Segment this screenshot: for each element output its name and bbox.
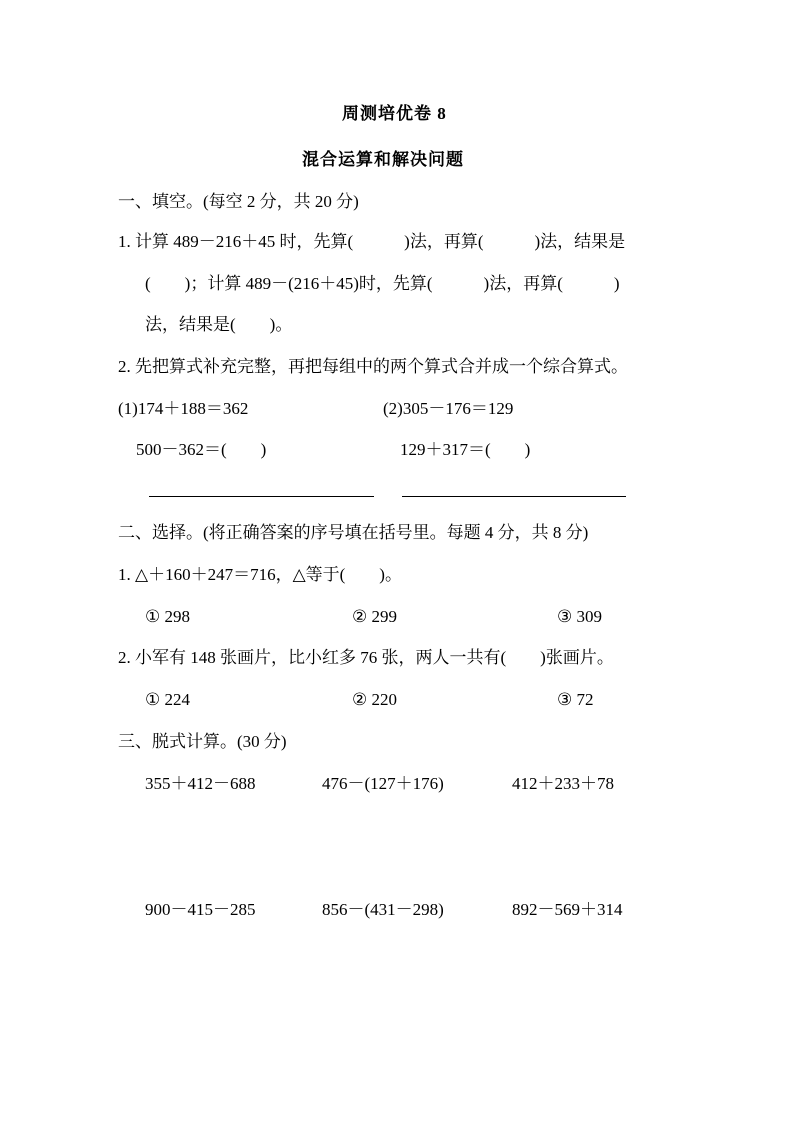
choice-question-2: 2. 小军有 148 张画片，比小红多 76 张，两人一共有( )张画片。 <box>118 648 614 667</box>
choice-2-option-a: ① 224 <box>145 690 190 709</box>
choice-2-option-c: ③ 72 <box>557 690 594 709</box>
choice-2-option-b: ② 220 <box>352 690 397 709</box>
group-2-equation-b: 129＋317＝( ) <box>400 440 531 459</box>
calc-expression-6: 892－569＋314 <box>512 900 623 919</box>
group-1-equation-b: 500－362＝( ) <box>136 440 267 459</box>
section-2-heading: 二、选择。(将正确答案的序号填在括号里。每题 4 分，共 8 分) <box>118 523 589 542</box>
choice-question-1: 1. △＋160＋247＝716，△等于( )。 <box>118 565 402 584</box>
section-3-heading: 三、脱式计算。(30 分) <box>118 732 287 751</box>
question-1-line-1: 1. 计算 489－216＋45 时，先算( )法，再算( )法，结果是 <box>118 232 626 251</box>
group-1-answer-line[interactable] <box>149 495 374 497</box>
section-1-heading: 一、填空。(每空 2 分，共 20 分) <box>118 192 359 211</box>
calc-expression-1: 355＋412－688 <box>145 774 256 793</box>
calc-expression-3: 412＋233＋78 <box>512 774 614 793</box>
group-2-equation-a: (2)305－176＝129 <box>383 399 514 418</box>
calc-expression-4: 900－415－285 <box>145 900 256 919</box>
page-subtitle: 混合运算和解决问题 <box>302 150 464 169</box>
group-1-equation-a: (1)174＋188＝362 <box>118 399 249 418</box>
calc-expression-5: 856－(431－298) <box>322 900 444 919</box>
choice-1-option-a: ① 298 <box>145 607 190 626</box>
question-1-line-2: ( )；计算 489－(216＋45)时，先算( )法，再算( ) <box>145 274 620 293</box>
calc-expression-2: 476－(127＋176) <box>322 774 444 793</box>
question-1-line-3: 法，结果是( )。 <box>145 315 293 334</box>
page-title: 周测培优卷 8 <box>342 104 447 123</box>
choice-1-option-b: ② 299 <box>352 607 397 626</box>
group-2-answer-line[interactable] <box>402 495 626 497</box>
question-2-text: 2. 先把算式补充完整，再把每组中的两个算式合并成一个综合算式。 <box>118 357 628 376</box>
choice-1-option-c: ③ 309 <box>557 607 602 626</box>
